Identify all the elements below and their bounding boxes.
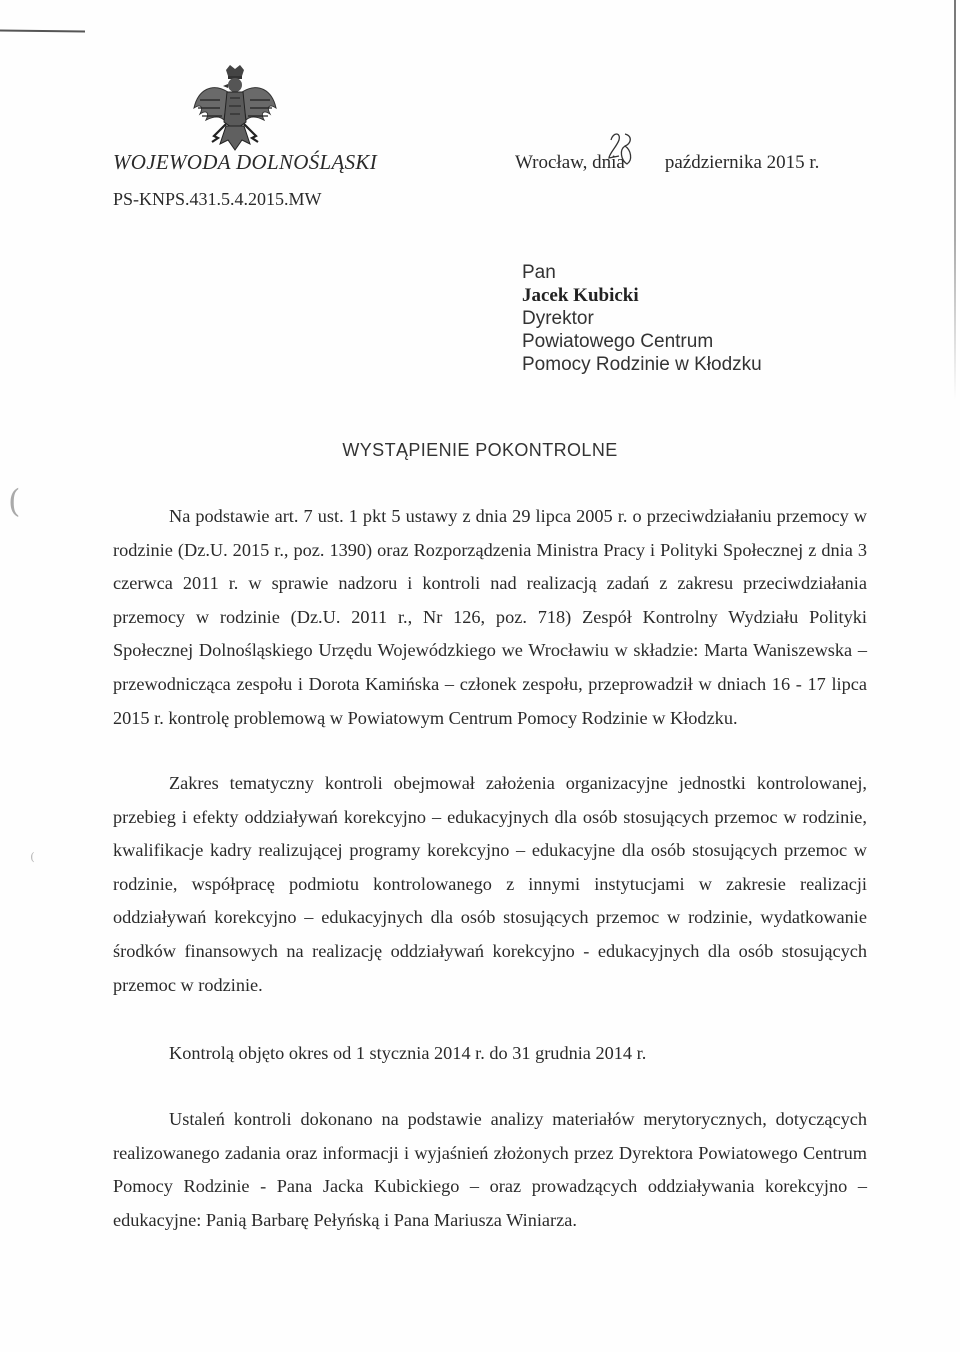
paragraph-scope: Zakres tematyczny kontroli obejmował założenia organizacyjne jednostki kontrolowanej, przebieg i efekty oddziaływań korekcyjno – edukacyjnych dla osób stosujących przemoc w rodzinie, kwalifikacje kadry realizującej programy korekcyjno – edukacyjne dla osób stosujących przemoc w rodzinie, współpracę podmiotu kontrolowanego z innymi instytucjami w zakresie realizacji oddziaływań korekcyjno – edukacyjnych dla osób stosujących przemoc w rodzinie, wydatkowanie środków finansowych na realizację oddziaływań korekcyjno - edukacyjnych dla osób stosujących przemoc w rodzinie. xyxy=(113,773,867,995)
date-prefix: Wrocław, dnia xyxy=(515,152,625,173)
scan-artifact-line xyxy=(0,30,85,33)
paragraph-legal-basis: Na podstawie art. 7 ust. 1 pkt 5 ustawy z dnia 29 lipca 2005 r. o przeciwdziałaniu przemocy w rodzinie (Dz.U. 2015 r., poz. 1390) oraz Rozporządzenia Ministra Pracy i Polityki Społecznej z dnia 3 czerwca 2011 r. w sprawie nadzoru i kontroli nad realizacją zadań z zakresu przeciwdziałania przemocy w rodzinie (Dz.U. 2011 r., Nr 126, poz. 718) Zespół Kontrolny Wydziału Polityki Społecznej Dolnośląskiego Urzędu Wojewódzkiego we Wrocławiu w składzie: Marta Waniszewska – przewodnicząca zespołu i Dorota Kamińska – członek zespołu, przeprowadził w dniach 16 - 17 lipca 2015 r. kontrolę problemową w Powiatowym Centrum Pomocy Rodzinie w Kłodzku. xyxy=(113,506,867,728)
recipient-name: Jacek Kubicki xyxy=(522,285,639,306)
scan-artifact-mark: ( xyxy=(8,482,21,520)
document-title: WYSTĄPIENIE POKONTROLNE xyxy=(342,440,618,460)
recipient-institution-line2: Pomocy Rodzinie w Kłodzku xyxy=(522,354,762,375)
handwritten-signature-icon xyxy=(605,128,635,168)
office-name: WOJEWODA DOLNOŚLĄSKI xyxy=(113,150,378,174)
recipient-salutation: Pan xyxy=(522,262,556,283)
scan-artifact-mark-small: ⁽ xyxy=(30,848,35,872)
recipient-block xyxy=(522,261,762,376)
date-month-year: października 2015 r. xyxy=(664,152,820,173)
polish-eagle-emblem-icon xyxy=(190,64,280,156)
reference-number: PS-KNPS.431.5.4.2015.MW xyxy=(113,189,322,209)
recipient-institution-line1: Powiatowego Centrum xyxy=(522,331,714,352)
date-line xyxy=(515,152,819,174)
paragraph-period: Kontrolą objęto okres od 1 stycznia 2014 r. do 31 grudnia 2014 r. xyxy=(169,1043,647,1063)
scan-artifact-edge xyxy=(954,0,956,400)
recipient-position: Dyrektor xyxy=(522,308,594,329)
paragraph-findings-basis: Ustaleń kontroli dokonano na podstawie analizy materiałów merytorycznych, dotyczących realizowanego zadania oraz informacji i wyjaśnień złożonych przez Dyrektora Powiatowego Centrum Pomocy Rodzinie - Pana Jacka Kubickiego – oraz prowadzących oddziaływania korekcyjno – edukacyjne: Panią Barbarę Pełyńską i Pana Mariusza Winiarza. xyxy=(113,1109,867,1230)
